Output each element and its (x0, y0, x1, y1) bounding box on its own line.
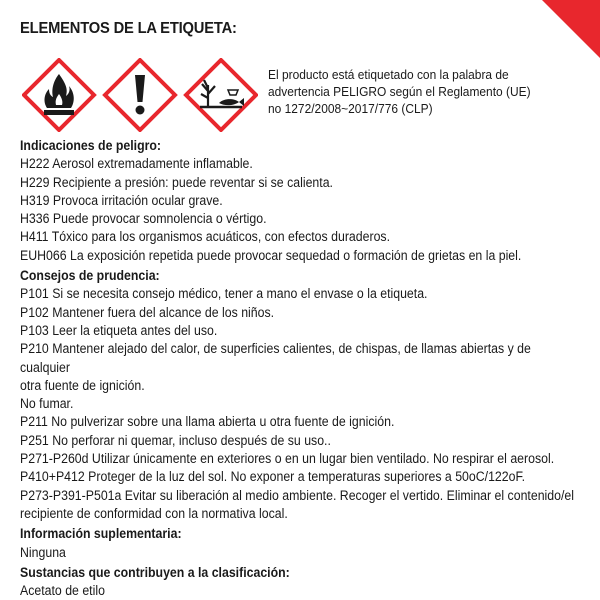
precaution-item: P273-P391-P501a Evitar su liberación al medio ambiente. Recoger el vertido. Eliminar el contenido/el (20, 487, 574, 503)
hazard-heading: Indicaciones de peligro: (20, 138, 162, 153)
substances-heading: Sustancias que contribuyen a la clasificación: (20, 564, 290, 580)
corner-accent (542, 0, 600, 58)
hazard-item: H222 Aerosol extremadamente inflamable. (20, 156, 253, 172)
label-description: El producto está etiquetado con la palabra de advertencia PELIGRO según el Reglamento (UE) no 1272/2008~2017/776 (CLP) (268, 67, 531, 116)
hazard-item: EUH066 La exposición repetida puede provocar sequedad o formación de grietas en la piel. (20, 247, 522, 263)
hazard-item: H411 Tóxico para los organismos acuáticos, con efectos duraderos. (20, 229, 391, 245)
environment-icon (186, 60, 256, 130)
hazard-item: H336 Puede provocar somnolencia o vértigo. (20, 211, 267, 227)
precaution-item: P271-P260d Utilizar únicamente en exteriores o en un lugar bien ventilado. No respirar el aerosol. (20, 451, 555, 467)
precaution-item: recipiente de conformidad con la normativa local. (20, 505, 288, 521)
precaution-item: P410+P412 Proteger de la luz del sol. No exponer a temperaturas superiores a 50oC/122oF. (20, 469, 526, 485)
precaution-item: P210 Mantener alejado del calor, de superficies calientes, de chispas, de llamas abiertas y de cualquier (20, 341, 531, 375)
precaution-item: P101 Si se necesita consejo médico, tener a mano el envase o la etiqueta. (20, 286, 428, 302)
precaution-item: No fumar. (20, 396, 74, 412)
supplementary-heading: Información suplementaria: (20, 526, 182, 542)
precaution-item: otra fuente de ignición. (20, 377, 145, 393)
label-content (20, 137, 583, 600)
ghs-pictograms (22, 58, 258, 132)
flame-icon (24, 60, 94, 130)
hazard-item: H319 Provoca irritación ocular grave. (20, 192, 223, 208)
supplementary-value: Ninguna (20, 544, 66, 560)
hazard-item: H229 Recipiente a presión: puede reventar si se calienta. (20, 174, 333, 190)
precaution-item: P103 Leer la etiqueta antes del uso. (20, 322, 218, 338)
precaution-item: P251 No perforar ni quemar, incluso después de su uso.. (20, 432, 331, 448)
exclamation-mark-icon (105, 60, 175, 130)
precaution-item: P102 Mantener fuera del alcance de los niños. (20, 304, 275, 320)
page-title: ELEMENTOS DE LA ETIQUETA: (20, 20, 237, 37)
precaution-item: P211 No pulverizar sobre una llama abierta u otra fuente de ignición. (20, 414, 395, 430)
precaution-heading: Consejos de prudencia: (20, 268, 160, 284)
substances-value: Acetato de etilo (20, 583, 105, 599)
